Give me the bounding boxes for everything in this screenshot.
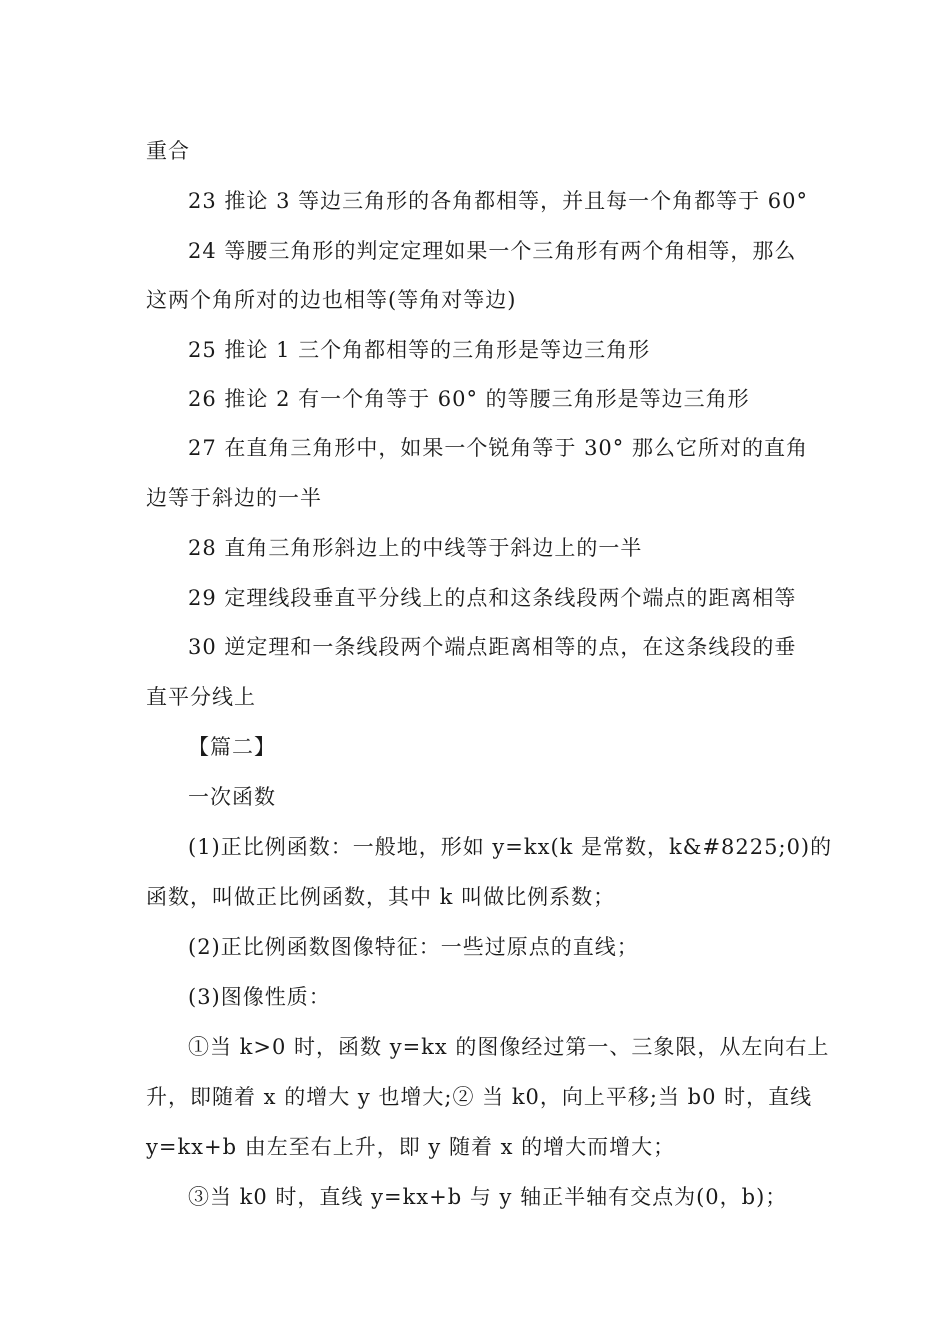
text-line: (3)图像性质： <box>188 985 331 1009</box>
text-line: ③当 k0 时，直线 y=kx+b 与 y 轴正半轴有交点为(0，b)； <box>188 1185 788 1209</box>
text-line: (1)正比例函数：一般地，形如 y=kx(k 是常数，k&#8225;0)的 <box>188 835 833 859</box>
text-line: 24 等腰三角形的判定定理如果一个三角形有两个角相等，那么 <box>188 239 797 263</box>
text-line: 重合 <box>146 139 190 163</box>
text-line: 26 推论 2 有一个角等于 60° 的等腰三角形是等边三角形 <box>188 387 750 411</box>
text-line: y=kx+b 由左至右上升，即 y 随着 x 的增大而增大； <box>146 1135 676 1159</box>
text-line: 这两个角所对的边也相等(等角对等边) <box>146 288 517 312</box>
text-line: 27 在直角三角形中，如果一个锐角等于 30° 那么它所对的直角 <box>188 436 808 460</box>
text-line: 直平分线上 <box>146 685 256 709</box>
text-line: 28 直角三角形斜边上的中线等于斜边上的一半 <box>188 536 643 560</box>
text-line: 29 定理线段垂直平分线上的点和这条线段两个端点的距离相等 <box>188 586 797 610</box>
section-title: 一次函数 <box>188 785 276 809</box>
text-line: 边等于斜边的一半 <box>146 486 322 510</box>
text-line: (2)正比例函数图像特征：一些过原点的直线； <box>188 935 639 959</box>
text-line: ①当 k>0 时，函数 y=kx 的图像经过第一、三象限，从左向右上 <box>188 1035 830 1059</box>
section-heading: 【篇二】 <box>188 735 276 759</box>
text-line: 升，即随着 x 的增大 y 也增大;② 当 k0，向上平移;当 b0 时，直线 <box>146 1085 813 1109</box>
text-line: 30 逆定理和一条线段两个端点距离相等的点，在这条线段的垂 <box>188 635 797 659</box>
text-line: 23 推论 3 等边三角形的各角都相等，并且每一个角都等于 60° <box>188 189 809 213</box>
text-line: 函数，叫做正比例函数，其中 k 叫做比例系数； <box>146 885 616 909</box>
text-line: 25 推论 1 三个角都相等的三角形是等边三角形 <box>188 338 651 362</box>
